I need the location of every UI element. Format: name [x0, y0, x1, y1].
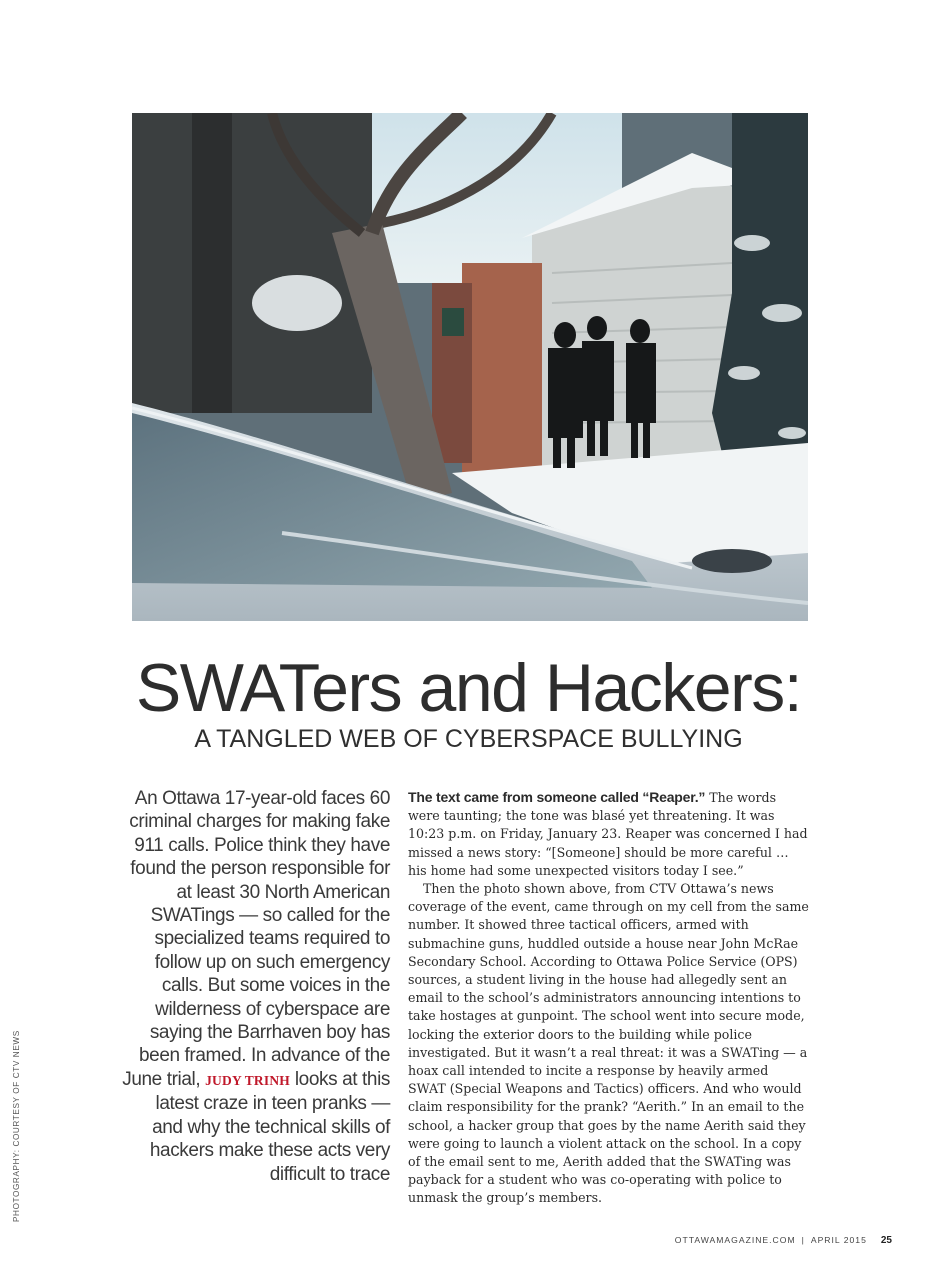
footer-site: OTTAWAMAGAZINE.COM — [674, 1235, 796, 1245]
article-body — [408, 788, 810, 1208]
page-footer — [675, 1235, 892, 1246]
lead-in: The text came from someone called “Reaper.” — [408, 789, 706, 805]
swat-scene-illustration — [132, 113, 808, 621]
dek-text-end: looks at this latest craze in teen pranks — and why the technical skills of hackers make these acts very difficult to trace — [149, 1068, 390, 1185]
article-subtitle: A TANGLED WEB OF CYBERSPACE BULLYING — [194, 725, 743, 753]
paragraph-1-text: The words were taunting; the tone was blasé yet threatening. It was 10:23 p.m. on Friday, January 23. Reaper was concerned I had missed a news story: “[Someone] should be more careful … his home had some unexpected visitors today I see.” — [408, 790, 808, 878]
article-title: SWATers and Hackers: — [135, 650, 802, 726]
footer-issue: APRIL 2015 — [810, 1235, 867, 1245]
photo-credit: PHOTOGRAPHY: COURTESY OF CTV NEWS — [12, 1030, 21, 1222]
hero-photo — [132, 113, 808, 621]
body-paragraph-2: Then the photo shown above, from CTV Ottawa’s news coverage of the event, came through on my cell from the same number. It showed three tactical officers, armed with submachine guns, huddled outside a house near John McRae Secondary School. According to Ottawa Police Service (OPS) sources, a student living in the house had allegedly sent an email to the school’s administrators announcing intentions to take hostages at gunpoint. The school went into secure mode, locking the exterior doors to the building while police investigated. But it wasn’t a real threat: it was a SWATing — a hoax call intended to incite a response by heavily armed SWAT (Special Weapons and Tactics) officers. And who would claim responsibility for the prank? “Aerith.” In an email to the school, a hacker group that goes by the name Aerith said they were going to launch a violent attack on the school. In a copy of the email sent to me, Aerith added that the SWATing was payback for a student who was co-operating with police to unmask the group’s members. — [408, 881, 809, 1206]
dek-text-start: An Ottawa 17-year-old faces 60 criminal charges for making fake 911 calls. Police think they have found the person responsible for at least 30 North American SWATings — so called for the specialized teams required to follow up on such emergency calls. But some voices in the wilderness of cyberspace are saying the Barrhaven boy has been framed. In advance of the June trial, — [122, 788, 390, 1090]
article-dek — [122, 787, 390, 1186]
page-number: 25 — [880, 1235, 892, 1246]
footer-separator: | — [801, 1235, 805, 1245]
body-paragraph-1 — [408, 788, 810, 880]
author-byline: JUDY TRINH — [205, 1072, 290, 1088]
